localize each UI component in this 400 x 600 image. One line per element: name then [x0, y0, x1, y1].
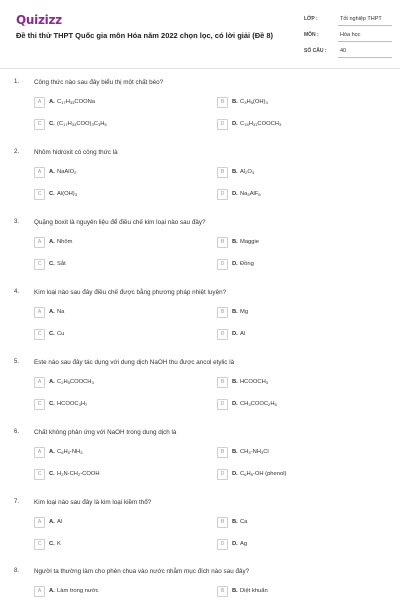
option-letter: B.	[232, 239, 238, 245]
question-text: Nhôm hidroxit có công thức là	[34, 149, 118, 156]
option-letter: D.	[232, 471, 238, 477]
option-letter: D.	[232, 191, 238, 197]
option-text: Al	[57, 519, 63, 525]
answer-option-c[interactable]	[34, 469, 208, 481]
answer-option-d[interactable]	[217, 119, 391, 131]
option-text: Sắt	[57, 261, 66, 267]
question-1	[0, 79, 400, 149]
answer-option-d[interactable]	[217, 539, 391, 551]
option-text: $Al_2O_3$	[240, 169, 255, 175]
option-badge: A	[34, 517, 45, 528]
question-2	[0, 149, 400, 219]
option-letter: D.	[232, 121, 238, 127]
option-letter: B.	[232, 588, 238, 594]
option-letter: A.	[49, 169, 55, 175]
meta-underline	[338, 41, 392, 42]
question-7	[0, 499, 400, 569]
meta-key: MÔN :	[304, 32, 319, 38]
meta-value: Tốt nghiệp THPT	[340, 16, 382, 22]
option-badge: B	[217, 377, 228, 388]
header-divider	[0, 68, 400, 69]
option-text: $Al(OH)_3$	[57, 191, 77, 197]
question-text: Kim loại nào sau đây là kim loại kiềm thổ?	[34, 499, 152, 506]
question-number: 1.	[14, 79, 20, 85]
option-letter: B.	[232, 519, 238, 525]
option-letter: C.	[49, 331, 55, 337]
question-number: 7.	[14, 499, 20, 505]
answer-option-d[interactable]	[217, 259, 391, 271]
option-badge: C	[34, 329, 45, 340]
meta-subject	[304, 28, 400, 44]
option-text: Ag	[240, 541, 248, 547]
option-text: Diệt khuẩn	[240, 588, 268, 594]
option-text: $H_2N-CH_2$-COOH	[57, 471, 100, 477]
answer-option-d[interactable]	[217, 329, 391, 341]
answer-option-a[interactable]	[34, 517, 208, 529]
question-6	[0, 429, 400, 499]
option-badge: A	[34, 377, 45, 388]
answer-option-c[interactable]	[34, 329, 208, 341]
option-badge: B	[217, 517, 228, 528]
question-number: 4.	[14, 289, 20, 295]
option-badge: D	[217, 119, 228, 130]
answer-option-b[interactable]	[217, 307, 391, 319]
option-text: $C_2H_5COOCH_3$	[57, 379, 94, 385]
meta-underline	[338, 25, 392, 26]
answer-option-a[interactable]	[34, 307, 208, 319]
option-text: NaAlO$_2$	[57, 169, 77, 175]
answer-option-c[interactable]	[34, 539, 208, 551]
answer-option-c[interactable]	[34, 399, 208, 411]
option-text: $Na_3AlF_6$	[240, 191, 261, 197]
option-badge: D	[217, 469, 228, 480]
option-text: $C_6H_5-NH_3$	[57, 449, 83, 455]
option-badge: B	[217, 237, 228, 248]
meta-underline	[338, 57, 392, 58]
option-text: Ca	[240, 519, 248, 525]
answer-option-a[interactable]	[34, 447, 208, 459]
meta-question-count	[304, 44, 400, 60]
answer-option-a[interactable]	[34, 377, 208, 389]
question-number: 8.	[14, 568, 20, 574]
worksheet-header	[0, 0, 400, 68]
option-text: $CH_3-NH_3Cl$	[240, 449, 269, 455]
option-text: Al	[240, 331, 246, 337]
worksheet-title: Đề thi thử THPT Quốc gia môn Hóa năm 2022 chọn lọc, có lời giải (Đề 8)	[16, 31, 274, 40]
option-text: Mg	[240, 309, 249, 315]
option-letter: C.	[49, 541, 55, 547]
option-text: Đồng	[240, 261, 254, 267]
option-letter: D.	[232, 401, 238, 407]
option-badge: D	[217, 539, 228, 550]
option-letter: D.	[232, 261, 238, 267]
option-badge: C	[34, 469, 45, 480]
option-letter: C.	[49, 401, 55, 407]
option-letter: A.	[49, 588, 55, 594]
option-badge: C	[34, 189, 45, 200]
answer-option-c[interactable]	[34, 259, 208, 271]
option-letter: B.	[232, 99, 238, 105]
option-badge: A	[34, 167, 45, 178]
option-badge: B	[217, 97, 228, 108]
answer-option-b[interactable]	[217, 167, 391, 179]
question-number: 6.	[14, 429, 20, 435]
answer-option-b[interactable]	[217, 97, 391, 109]
option-text: $(C_{17}H_{33}COO)_3C_3H_5$	[57, 121, 107, 127]
option-badge: B	[217, 167, 228, 178]
answer-option-c[interactable]	[34, 189, 208, 201]
option-text: $HCOOCH_3$	[240, 379, 269, 385]
question-number: 2.	[14, 149, 20, 155]
option-badge: D	[217, 399, 228, 410]
answer-option-d[interactable]	[217, 399, 391, 411]
option-badge: B	[217, 307, 228, 318]
meta-value: Hóa học	[340, 32, 361, 38]
option-text: $C_6H_5-OH$ (phenol)	[240, 471, 287, 477]
answer-option-d[interactable]	[217, 469, 391, 481]
answer-option-a[interactable]	[34, 97, 208, 109]
question-text: Chất không phản ứng với NaOH trong dung dịch là	[34, 429, 177, 436]
option-badge: A	[34, 586, 45, 597]
option-text: K	[57, 541, 61, 547]
quizizz-logo: Quizizz	[16, 13, 62, 27]
option-badge: D	[217, 189, 228, 200]
option-letter: C.	[49, 191, 55, 197]
meta-key: LỚP :	[304, 16, 318, 22]
option-letter: A.	[49, 379, 55, 385]
answer-option-b[interactable]	[217, 586, 391, 598]
answer-option-b[interactable]	[217, 377, 391, 389]
option-badge: C	[34, 539, 45, 550]
option-text: $C_{17}H_{33}COONa$	[57, 99, 96, 105]
question-number: 3.	[14, 219, 20, 225]
question-number: 5.	[14, 359, 20, 365]
option-badge: D	[217, 329, 228, 340]
option-badge: C	[34, 399, 45, 410]
answer-option-a[interactable]	[34, 237, 208, 249]
option-text: Na	[57, 309, 65, 315]
option-badge: C	[34, 119, 45, 130]
question-text: Kim loại nào sau đây điều chế được bằng phương pháp nhiệt luyện?	[34, 289, 227, 296]
option-text: Nhôm	[57, 239, 73, 245]
option-letter: C.	[49, 471, 55, 477]
answer-option-a[interactable]	[34, 167, 208, 179]
option-text: Làm trong nước	[57, 588, 99, 594]
option-badge: A	[34, 447, 45, 458]
option-letter: A.	[49, 449, 55, 455]
option-letter: A.	[49, 239, 55, 245]
option-badge: C	[34, 259, 45, 270]
answer-option-b[interactable]	[217, 447, 391, 459]
question-text: Người ta thường làm cho phèn chua vào nước nhằm mục đích nào sau đây?	[34, 568, 250, 575]
question-text: Công thức nào sau đây biểu thị một chất béo?	[34, 79, 164, 86]
option-text: $C_{15}H_{31}COOCH_3$	[240, 121, 282, 127]
option-letter: A.	[49, 519, 55, 525]
answer-option-c[interactable]	[34, 119, 208, 131]
option-letter: A.	[49, 99, 55, 105]
question-4	[0, 289, 400, 359]
answer-option-b[interactable]	[217, 237, 391, 249]
option-letter: D.	[232, 541, 238, 547]
answer-option-a[interactable]	[34, 586, 208, 598]
option-letter: C.	[49, 261, 55, 267]
option-badge: B	[217, 447, 228, 458]
meta-value: 40	[340, 48, 347, 54]
option-letter: D.	[232, 331, 238, 337]
option-badge: A	[34, 237, 45, 248]
option-badge: B	[217, 586, 228, 597]
option-letter: B.	[232, 169, 238, 175]
option-letter: A.	[49, 309, 55, 315]
question-text: Quặng boxit là nguyên liệu để điều chế kim loại nào sau đây?	[34, 219, 206, 226]
option-letter: B.	[232, 379, 238, 385]
option-letter: C.	[49, 121, 55, 127]
meta-key: SỐ CÂU :	[304, 48, 327, 54]
option-letter: B.	[232, 449, 238, 455]
option-badge: A	[34, 307, 45, 318]
option-badge: D	[217, 259, 228, 270]
meta-class	[304, 12, 400, 28]
option-letter: B.	[232, 309, 238, 315]
option-badge: A	[34, 97, 45, 108]
option-text: Maggie	[240, 239, 260, 245]
option-text: Cu	[57, 331, 65, 337]
answer-option-d[interactable]	[217, 189, 391, 201]
option-text: $CH_3COOC_2H_5$	[240, 401, 277, 407]
option-text: $HCOOC_3H_7$	[57, 401, 88, 407]
option-text: $C_3H_5(OH)_3$	[240, 99, 268, 105]
question-text: Este nào sau đây tác dụng với dung dịch NaOH thu được ancol etylic là	[34, 359, 235, 366]
question-8	[0, 568, 400, 600]
question-3	[0, 219, 400, 289]
answer-option-b[interactable]	[217, 517, 391, 529]
question-5	[0, 359, 400, 429]
